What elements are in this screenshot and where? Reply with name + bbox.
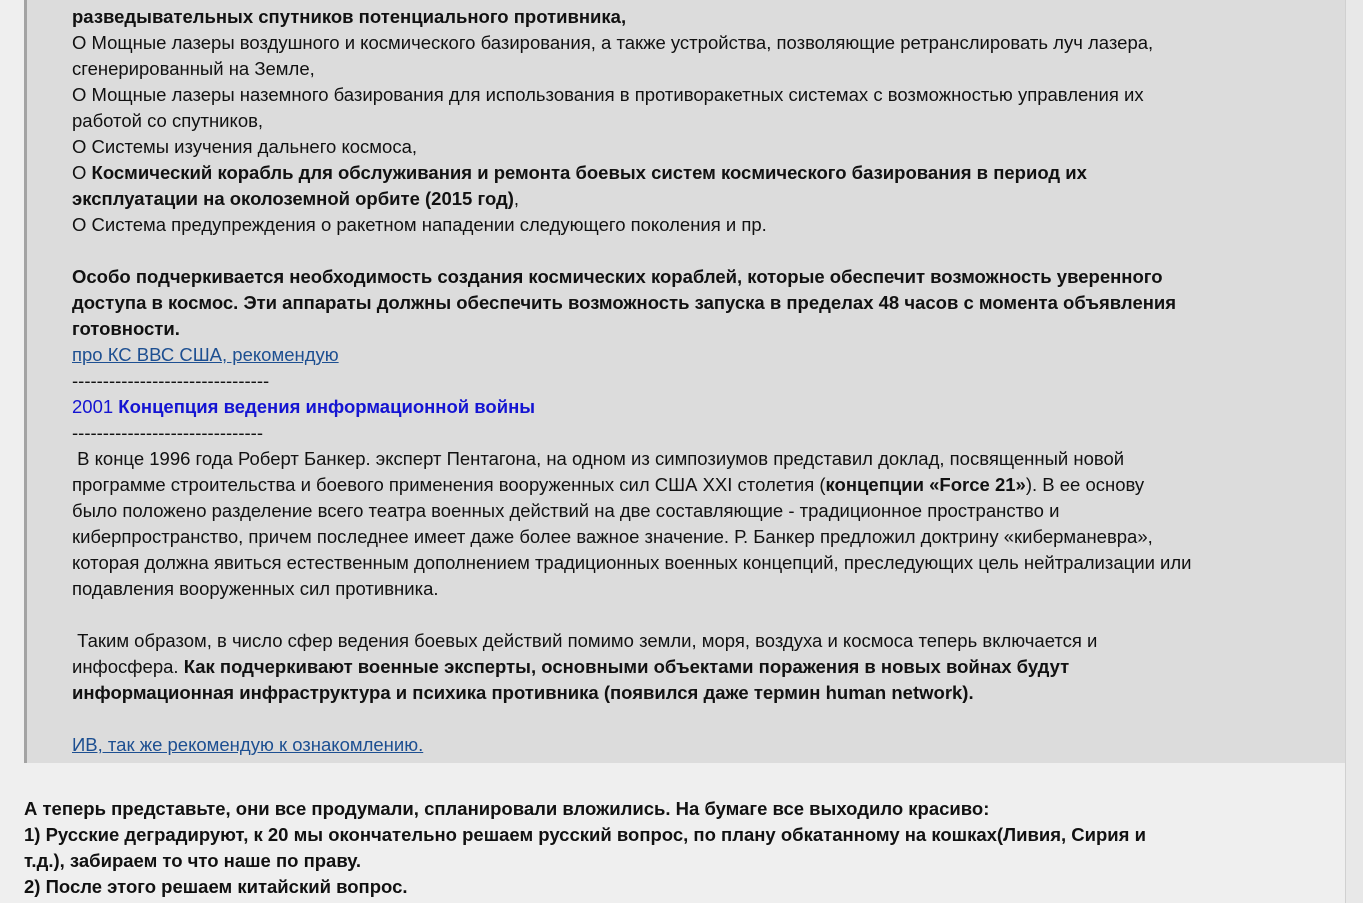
ks-vvs-link[interactable]: про КС ВВС США, рекомендую	[72, 344, 339, 365]
post-line: А теперь представьте, они все продумали, спланировали вложились. На бумаге все выходило красиво:	[24, 798, 990, 819]
paragraph-line: которая должна явиться естественным дополнением традиционных военных концепций, преследующих цель нейтрализации или	[72, 552, 1192, 573]
list-item-cont: работой со спутников,	[72, 110, 264, 131]
post-line: т.д.), забираем то что наше по праву.	[24, 850, 362, 871]
iv-link[interactable]: ИВ, так же рекомендую к ознакомлению.	[72, 734, 424, 755]
list-item: О Мощные лазеры воздушного и космического базирования, а также устройства, позволяющие ретранслировать луч лазера,	[72, 32, 1154, 53]
list-item	[72, 160, 1342, 186]
section-heading	[72, 394, 1342, 420]
list-item: О Системы изучения дальнего космоса,	[72, 136, 417, 157]
paragraph-bold: Как подчеркивают военные эксперты, основными объектами поражения в новых войнах будут	[183, 656, 1070, 677]
force21-concept: концепции «Force 21»	[825, 474, 1026, 495]
paragraph-line: киберпространство, причем последнее имеет даже более важное значение. Р. Банкер предложил доктрину «киберманевра»,	[72, 526, 1153, 547]
paragraph-bold: информационная инфраструктура и психика противника (появился даже термин human network).	[72, 682, 974, 703]
emphasis-paragraph: готовности.	[72, 318, 180, 339]
emphasis-paragraph: Особо подчеркивается необходимость создания космических кораблей, которые обеспечит возможность уверенного	[72, 266, 1163, 287]
paragraph-line: подавления вооруженных сил противника.	[72, 578, 439, 599]
list-item: О Система предупреждения о ракетном нападении следующего поколения и пр.	[72, 214, 767, 235]
scrollbar[interactable]	[1345, 0, 1363, 903]
quote-content	[72, 4, 1342, 758]
paragraph-text: ). В ее основу	[1025, 474, 1145, 495]
post-text	[24, 796, 1344, 900]
quote-block	[24, 0, 1346, 763]
paragraph-line: Таким образом, в число сфер ведения боевых действий помимо земли, моря, воздуха и космоса теперь включается и	[72, 630, 1098, 651]
list-item-bold: эксплуатации на околоземной орбите (2015 год)	[72, 188, 514, 209]
paragraph-line	[72, 654, 1342, 680]
heading-year: 2001	[72, 396, 119, 417]
list-item: О Мощные лазеры наземного базирования для использования в противоракетных системах с возможностью управления их	[72, 84, 1144, 105]
quote-line: разведывательных спутников потенциального противника,	[72, 6, 627, 27]
paragraph-text: инфосфера.	[72, 656, 184, 677]
list-item-bold: Космический корабль для обслуживания и ремонта боевых систем космического базирования в период их	[91, 162, 1087, 183]
post-line: 1) Русские деградируют, к 20 мы окончательно решаем русский вопрос, по плану обкатанному на кошках(Ливия, Сирия и	[24, 824, 1146, 845]
separator: -------------------------------	[72, 422, 263, 443]
emphasis-paragraph: доступа в космос. Эти аппараты должны обеспечить возможность запуска в пределах 48 часов с момента объявления	[72, 292, 1177, 313]
post-line: 2) После этого решаем китайский вопрос.	[24, 876, 408, 897]
list-item-cont: сгенерированный на Земле,	[72, 58, 315, 79]
list-item-prefix: О	[72, 162, 92, 183]
paragraph-text: программе строительства и боевого применения вооруженных сил США XXI столетия (	[72, 474, 826, 495]
heading-title: Концепция ведения информационной войны	[118, 396, 536, 417]
list-item-cont	[72, 186, 1342, 212]
separator: --------------------------------	[72, 370, 270, 391]
paragraph-line: В конце 1996 года Роберт Банкер. эксперт Пентагона, на одном из симпозиумов представил доклад, посвященный новой	[72, 448, 1125, 469]
paragraph-line: было положено разделение всего театра военных действий на две составляющие - традиционное пространство и	[72, 500, 1060, 521]
list-item-suffix: ,	[513, 188, 520, 209]
paragraph-line	[72, 472, 1342, 498]
